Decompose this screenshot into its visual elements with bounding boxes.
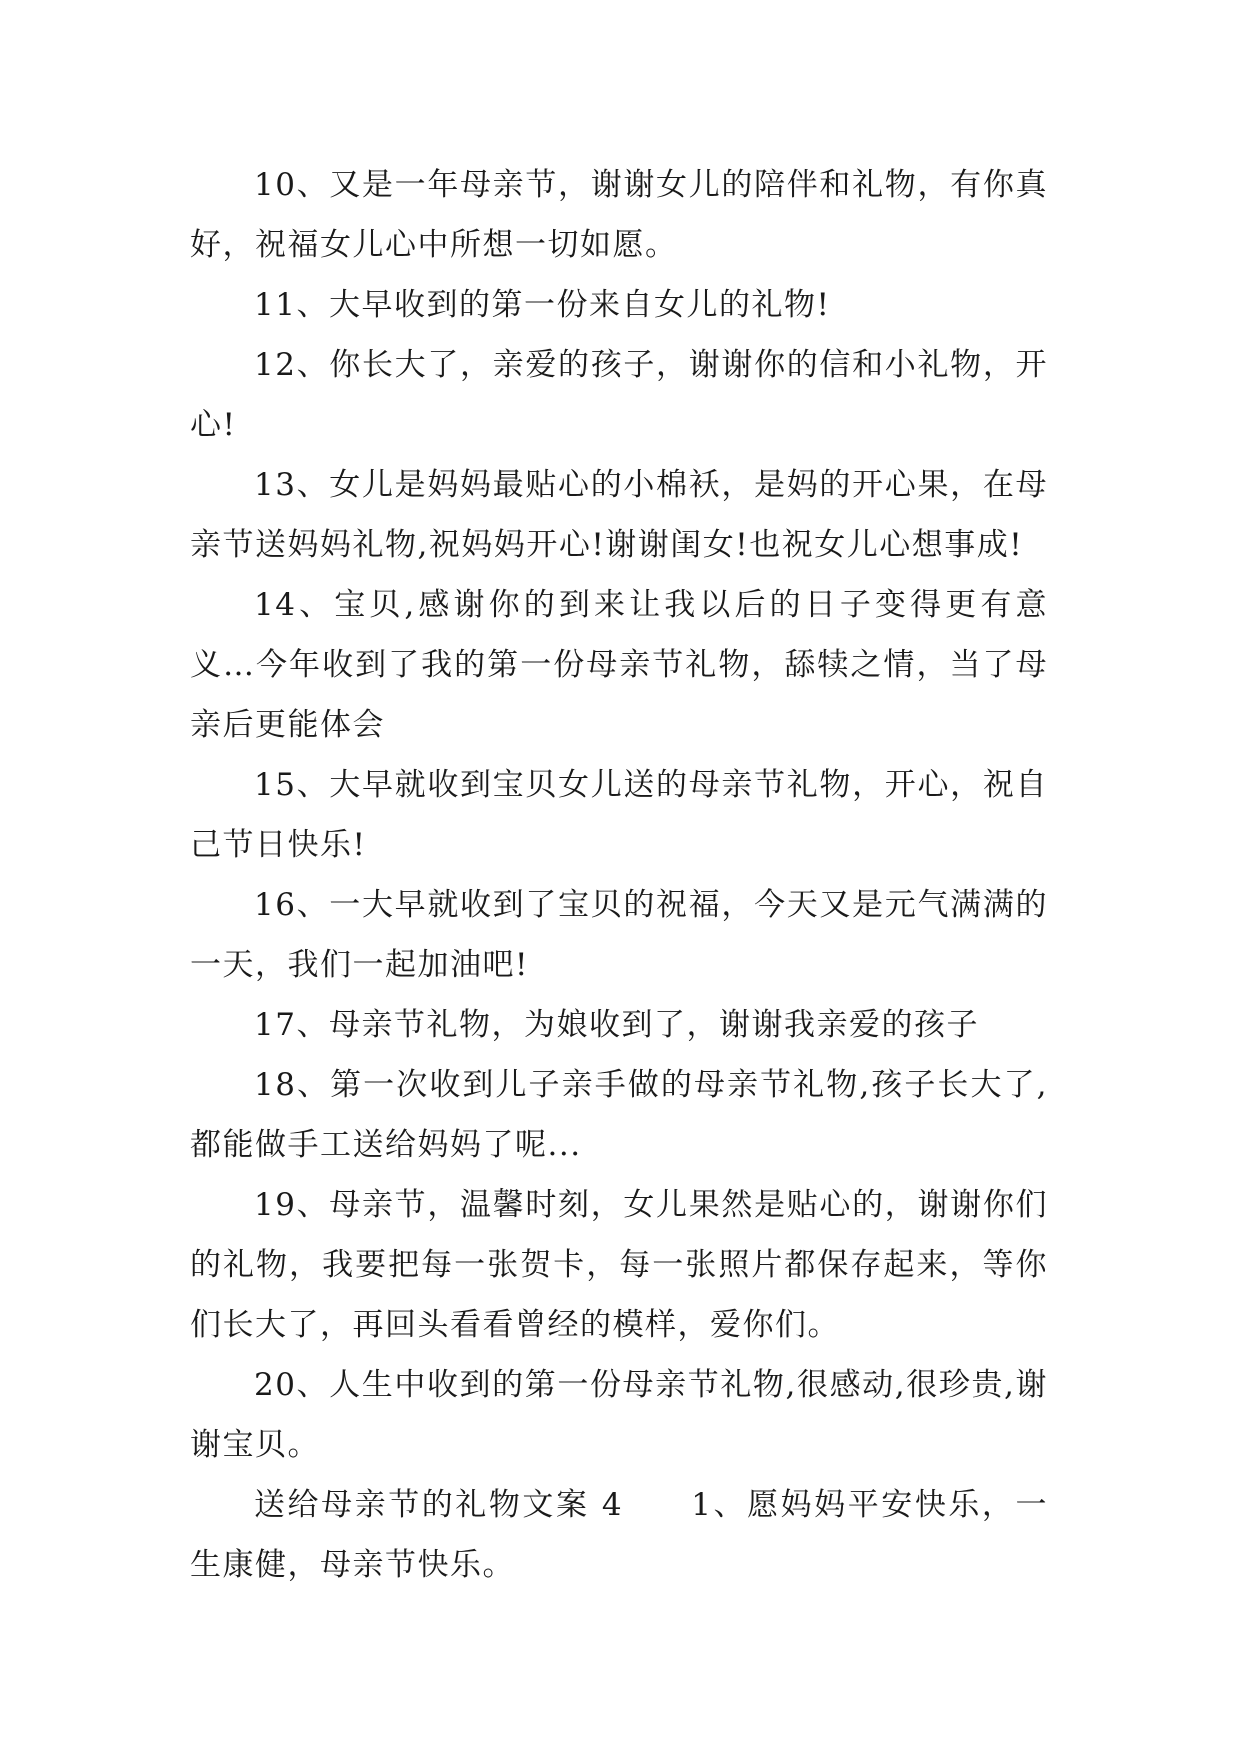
paragraph-12: 12、你长大了，亲爱的孩子，谢谢你的信和小礼物，开心! (190, 347, 1048, 443)
paragraph-18: 18、第一次收到儿子亲手做的母亲节礼物,孩子长大了,都能做手工送给妈妈了呢... (190, 1067, 1048, 1163)
paragraph-16: 16、一大早就收到了宝贝的祝福，今天又是元气满满的一天，我们一起加油吧! (190, 887, 1048, 983)
section-4-heading-paragraph: 送给母亲节的礼物文案 4 1、愿妈妈平安快乐，一生康健，母亲节快乐。 (190, 1487, 1048, 1583)
paragraph-19: 19、母亲节，温馨时刻，女儿果然是贴心的，谢谢你们的礼物，我要把每一张贺卡，每一张照片都保存起来，等你们长大了，再回头看看曾经的模样，爱你们。 (190, 1187, 1048, 1343)
paragraph-13: 13、女儿是妈妈最贴心的小棉袄，是妈的开心果，在母亲节送妈妈礼物,祝妈妈开心!谢谢闺女!也祝女儿心想事成! (190, 467, 1048, 563)
document-body (190, 155, 1048, 1595)
paragraph-11: 11、大早收到的第一份来自女儿的礼物! (254, 287, 831, 323)
paragraph-15: 15、大早就收到宝贝女儿送的母亲节礼物，开心，祝自己节日快乐! (190, 767, 1048, 863)
paragraph-10: 10、又是一年母亲节，谢谢女儿的陪伴和礼物，有你真好，祝福女儿心中所想一切如愿。 (190, 167, 1048, 263)
paragraph-20: 20、人生中收到的第一份母亲节礼物,很感动,很珍贵,谢谢宝贝。 (190, 1367, 1048, 1463)
paragraph-14: 14、宝贝,感谢你的到来让我以后的日子变得更有意义…今年收到了我的第一份母亲节礼物，舔犊之情，当了母亲后更能体会 (190, 587, 1048, 743)
paragraph-17: 17、母亲节礼物，为娘收到了，谢谢我亲爱的孩子 (254, 1007, 979, 1043)
